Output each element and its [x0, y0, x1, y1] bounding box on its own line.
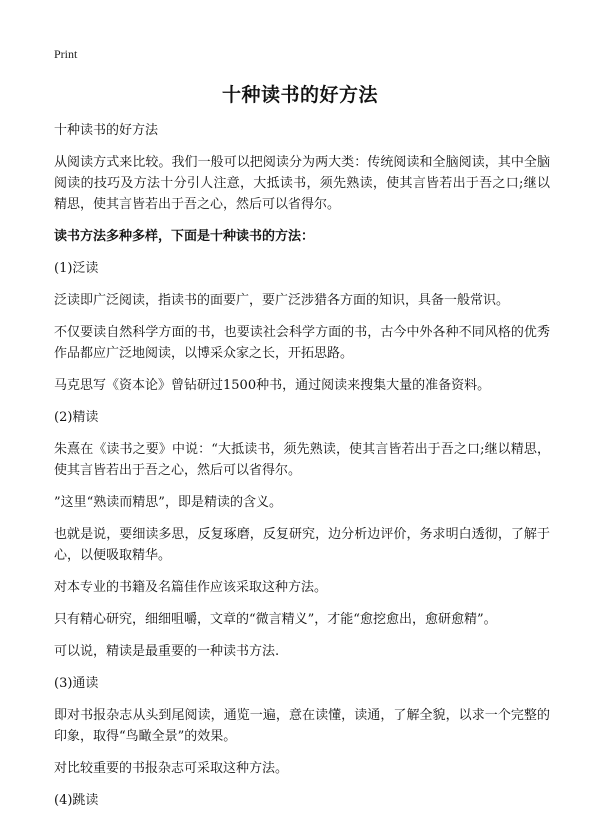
body-paragraph: 也就是说，要细读多思，反复琢磨，反复研究，边分析边评价，务求明白透彻，了解于心，以便吸取精华。 [54, 527, 550, 563]
body-paragraph: 泛读即广泛阅读，指读书的面要广，要广泛涉猎各方面的知识，具备一般常识。 [54, 293, 510, 308]
body-paragraph: 可以说，精读是最重要的一种读书方法. [54, 644, 280, 659]
section-intro-bold: 读书方法多种多样，下面是十种读书的方法： [54, 229, 315, 244]
method-heading: (2)精读 [54, 410, 99, 425]
body-paragraph: 对比较重要的书报杂志可采取这种方法。 [54, 761, 289, 776]
method-heading: (3)通读 [54, 676, 99, 691]
method-heading: (4)跳读 [54, 793, 99, 808]
body-paragraph: 只有精心研究，细细咀嚼，文章的“微言精义”，才能“愈挖愈出，愈研愈精”。 [54, 612, 497, 627]
body-paragraph: 即对书报杂志从头到尾阅读，通览一遍，意在读懂，读通，了解全貌，以求一个完整的印象，取得“鸟瞰全景”的效果。 [54, 708, 550, 744]
body-paragraph: 对本专业的书籍及名篇佳作应该采取这种方法。 [54, 580, 328, 595]
article-body [54, 120, 550, 822]
print-link[interactable]: Print [54, 47, 78, 61]
method-heading: (1)泛读 [54, 261, 99, 276]
subtitle-paragraph: 十种读书的好方法 [54, 123, 159, 138]
page-title: 十种读书的好方法 [221, 84, 378, 106]
body-paragraph: 不仅要读自然科学方面的书，也要读社会科学方面的书，古今中外各种不同风格的优秀作品都应广泛地阅读，以博采众家之长，开拓思路。 [54, 325, 550, 361]
body-paragraph: 从阅读方式来比较。我们一般可以把阅读分为两大类：传统阅读和全脑阅读，其中全脑阅读的技巧及方法十分引人注意，大抵读书，须先熟读，使其言皆若出于吾之口;继以精思，使其言皆若出于吾之心，然后可以省得尔。 [54, 155, 550, 212]
body-paragraph: 马克思写《资本论》曾钻研过1500种书，通过阅读来搜集大量的准备资料。 [54, 378, 491, 393]
body-paragraph: 朱熹在《读书之要》中说：“大抵读书，须先熟读，使其言皆若出于吾之口;继以精思，使其言皆若出于吾之心，然后可以省得尔。 [54, 442, 550, 478]
body-paragraph: ”这里“熟读而精思”，即是精读的含义。 [54, 495, 282, 510]
